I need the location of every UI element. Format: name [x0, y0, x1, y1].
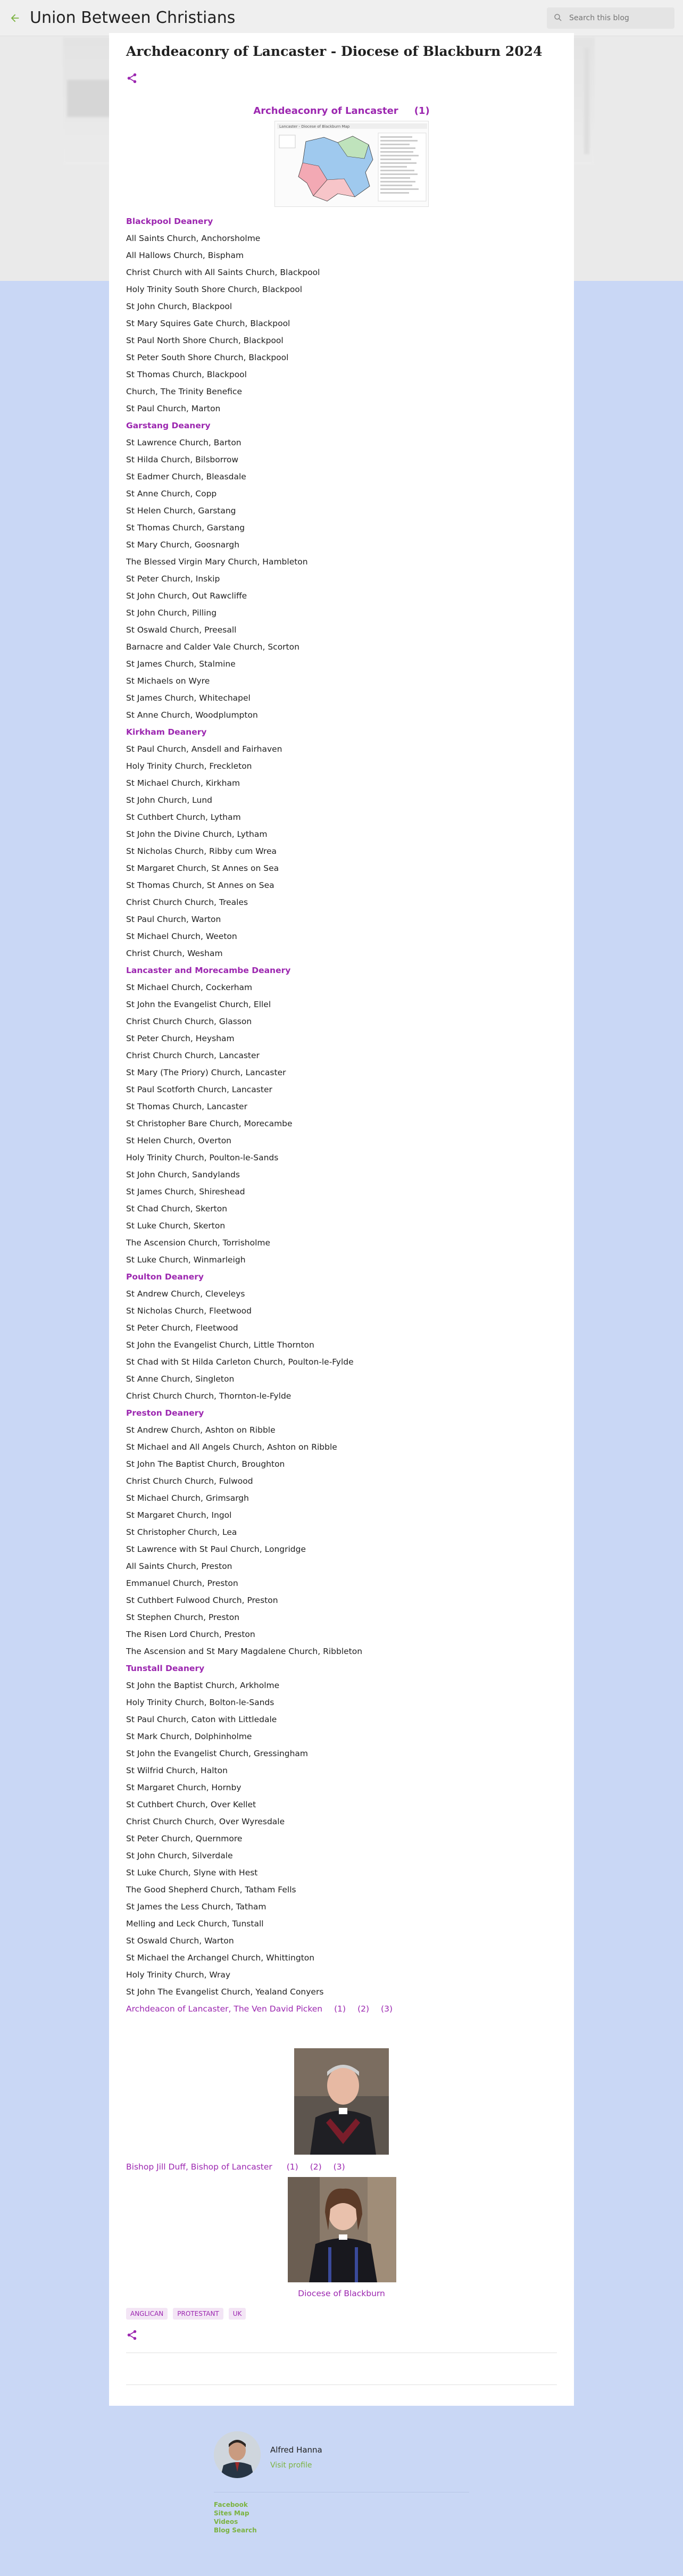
post-labels — [126, 2308, 246, 2320]
deanery-heading: Kirkham Deanery — [126, 727, 207, 737]
church-list-item: St Anne Church, Singleton — [126, 1374, 235, 1384]
profile-name: Alfred Hanna — [270, 2445, 322, 2455]
deanery-heading: Lancaster and Morecambe Deanery — [126, 966, 291, 975]
deanery-heading: Blackpool Deanery — [126, 217, 213, 226]
church-list-item: St John the Evangelist Church, Gressingham — [126, 1749, 309, 1758]
share-icon-bottom[interactable] — [126, 2329, 140, 2343]
church-list-item: St Paul North Shore Church, Blackpool — [126, 336, 284, 345]
bishop-line — [126, 2162, 345, 2172]
church-list-item: St Peter Church, Quernmore — [126, 1834, 243, 1843]
church-list-item: St James Church, Stalmine — [126, 659, 236, 669]
church-list-item: St John Church, Pilling — [126, 608, 217, 618]
church-list-item: St Margaret Church, Hornby — [126, 1783, 241, 1792]
church-list-item: Church, The Trinity Benefice — [126, 387, 242, 396]
archdeacon-photo[interactable] — [294, 2048, 389, 2155]
church-list-item: St Peter Church, Fleetwood — [126, 1323, 238, 1333]
church-list-item: St Christopher Bare Church, Morecambe — [126, 1119, 293, 1128]
church-list-item: St Thomas Church, Lancaster — [126, 1102, 247, 1111]
church-list-item: St Michaels on Wyre — [126, 676, 210, 686]
church-list-item: St Michael the Archangel Church, Whittington — [126, 1953, 315, 1963]
church-list-item: St Michael Church, Weeton — [126, 932, 237, 941]
church-list-item: Holy Trinity South Shore Church, Blackpool — [126, 285, 303, 294]
church-list-item: St Cuthbert Church, Over Kellet — [126, 1800, 256, 1809]
divider — [126, 2384, 557, 2385]
church-list-item: St Lawrence with St Paul Church, Longridge — [126, 1544, 306, 1554]
church-list-item: All Saints Church, Preston — [126, 1561, 232, 1571]
share-icon[interactable] — [126, 72, 140, 86]
church-list-item: Holy Trinity Church, Freckleton — [126, 761, 252, 771]
archdeaconry-link[interactable]: Archdeaconry of Lancaster — [253, 105, 398, 117]
search-box[interactable] — [547, 7, 674, 29]
church-list-item: St Michael Church, Cockerham — [126, 983, 253, 992]
church-list-item: The Risen Lord Church, Preston — [126, 1630, 255, 1639]
deanery-heading: Poulton Deanery — [126, 1272, 204, 1282]
church-list-item: St Anne Church, Woodplumpton — [126, 710, 258, 720]
church-list-item: St Paul Church, Warton — [126, 915, 221, 924]
church-list-item: St Cuthbert Fulwood Church, Preston — [126, 1596, 278, 1605]
church-list-item: St Andrew Church, Cleveleys — [126, 1289, 245, 1299]
church-list-item: St Margaret Church, St Annes on Sea — [126, 863, 279, 873]
blog-title[interactable]: Union Between Christians — [30, 9, 236, 27]
profile-links — [214, 2500, 257, 2535]
church-list-item: St Stephen Church, Preston — [126, 1613, 240, 1622]
deanery-heading: Preston Deanery — [126, 1408, 204, 1418]
search-input[interactable] — [569, 14, 665, 22]
church-list-item: St John Church, Silverdale — [126, 1851, 233, 1860]
church-list-item: St Anne Church, Copp — [126, 489, 217, 498]
back-arrow-icon[interactable] — [0, 0, 30, 36]
church-list-item: St Mark Church, Dolphinholme — [126, 1732, 252, 1741]
archdeacon-link-1[interactable]: (1) — [334, 2004, 346, 2014]
videos-link[interactable]: Videos — [214, 2518, 238, 2525]
church-list-item: The Ascension Church, Torrisholme — [126, 1238, 271, 1248]
church-list-item: St Peter Church, Heysham — [126, 1034, 235, 1043]
church-list-item: St Christopher Church, Lea — [126, 1527, 237, 1537]
church-list-item: The Blessed Virgin Mary Church, Hambleton — [126, 557, 308, 567]
church-list-item: St John the Baptist Church, Arkholme — [126, 1681, 280, 1690]
church-list-item: St Peter Church, Inskip — [126, 574, 220, 584]
church-list-item: St Peter South Shore Church, Blackpool — [126, 353, 289, 362]
church-list-item: St Chad Church, Skerton — [126, 1204, 228, 1214]
church-list-item: Christ Church Church, Over Wyresdale — [126, 1817, 285, 1826]
church-list-item: St Nicholas Church, Ribby cum Wrea — [126, 846, 277, 856]
church-list-item: St James the Less Church, Tatham — [126, 1902, 266, 1912]
deanery-heading: Garstang Deanery — [126, 421, 211, 430]
church-list-item: St Mary (The Priory) Church, Lancaster — [126, 1068, 286, 1077]
church-list-item: All Saints Church, Anchorsholme — [126, 234, 261, 243]
church-list-item: St Margaret Church, Ingol — [126, 1510, 232, 1520]
church-list-item: St Eadmer Church, Bleasdale — [126, 472, 246, 481]
church-list-item: St John the Evangelist Church, Little Thornton — [126, 1340, 314, 1350]
church-list-item: Christ Church Church, Fulwood — [126, 1476, 253, 1486]
church-list-item: St Paul Church, Caton with Littledale — [126, 1715, 277, 1724]
church-list-item: St John The Evangelist Church, Yealand Conyers — [126, 1987, 324, 1997]
blog-search-link[interactable]: Blog Search — [214, 2527, 257, 2534]
church-list-item: St Mary Squires Gate Church, Blackpool — [126, 319, 290, 328]
label-uk[interactable]: UK — [229, 2308, 246, 2320]
bishop-link-2[interactable]: (2) — [310, 2162, 322, 2172]
church-list-item: St John Church, Lund — [126, 795, 213, 805]
church-list-item: St Oswald Church, Preesall — [126, 625, 237, 635]
church-list-item: St Michael Church, Kirkham — [126, 778, 240, 788]
archdeaconry-heading — [109, 105, 574, 117]
visit-profile-link[interactable]: Visit profile — [270, 2461, 312, 2470]
label-protestant[interactable]: PROTESTANT — [173, 2308, 223, 2320]
bishop-link-3[interactable]: (3) — [333, 2162, 345, 2172]
church-list-item: St Helen Church, Garstang — [126, 506, 236, 516]
church-list — [126, 213, 562, 2017]
church-list-item: Holy Trinity Church, Wray — [126, 1970, 231, 1980]
church-list-item: St John Church, Blackpool — [126, 302, 232, 311]
church-list-item: Emmanuel Church, Preston — [126, 1578, 238, 1588]
church-list-item: St Luke Church, Skerton — [126, 1221, 226, 1231]
church-list-item: Christ Church Church, Glasson — [126, 1017, 252, 1026]
archdeaconry-link-1[interactable]: (1) — [414, 105, 430, 117]
church-list-item: St Chad with St Hilda Carleton Church, Poulton-le-Fylde — [126, 1357, 354, 1367]
search-icon[interactable] — [553, 13, 564, 23]
church-list-item: St Paul Scotforth Church, Lancaster — [126, 1085, 272, 1094]
church-list-item: St John the Divine Church, Lytham — [126, 829, 268, 839]
church-list-item: Christ Church with All Saints Church, Blackpool — [126, 268, 320, 277]
church-list-item: St Paul Church, Ansdell and Fairhaven — [126, 744, 282, 754]
facebook-link[interactable]: Facebook — [214, 2501, 248, 2508]
church-list-item: St John the Evangelist Church, Ellel — [126, 1000, 271, 1009]
bishop-link[interactable]: Bishop Jill Duff, Bishop of Lancaster — [126, 2162, 272, 2172]
archdeacon-link-3[interactable]: (3) — [381, 2004, 393, 2014]
church-list-item: St Luke Church, Winmarleigh — [126, 1255, 246, 1265]
church-list-item: St Andrew Church, Ashton on Ribble — [126, 1425, 276, 1435]
church-list-item: St Nicholas Church, Fleetwood — [126, 1306, 252, 1316]
church-list-item: The Good Shepherd Church, Tatham Fells — [126, 1885, 296, 1894]
church-list-item: St James Church, Whitechapel — [126, 693, 251, 703]
church-list-item: Barnacre and Calder Vale Church, Scorton — [126, 642, 299, 652]
church-list-item: The Ascension and St Mary Magdalene Church, Ribbleton — [126, 1647, 363, 1656]
church-list-item: Christ Church Church, Treales — [126, 898, 248, 907]
church-list-item: Christ Church, Wesham — [126, 949, 223, 958]
church-list-item: Christ Church Church, Lancaster — [126, 1051, 260, 1060]
church-list-item: St John Church, Sandylands — [126, 1170, 240, 1179]
church-list-item: St Thomas Church, St Annes on Sea — [126, 880, 274, 890]
deanery-map-image[interactable] — [274, 121, 429, 207]
church-list-item: Holy Trinity Church, Bolton-le-Sands — [126, 1698, 274, 1707]
map-title: Lancaster - Diocese of Blackburn Map — [279, 124, 350, 129]
church-list-item: St Oswald Church, Warton — [126, 1936, 234, 1946]
church-list-item: St John The Baptist Church, Broughton — [126, 1459, 285, 1469]
church-list-item: St Michael and All Angels Church, Ashton on Ribble — [126, 1442, 337, 1452]
church-list-item: St Cuthbert Church, Lytham — [126, 812, 241, 822]
archdeacon-link-2[interactable]: (2) — [357, 2004, 370, 2014]
deanery-heading: Tunstall Deanery — [126, 1664, 205, 1673]
church-list-item: St John Church, Out Rawcliffe — [126, 591, 247, 601]
church-list-item: St Michael Church, Grimsargh — [126, 1493, 249, 1503]
bishop-link-1[interactable]: (1) — [286, 2162, 298, 2172]
church-list-item: Christ Church Church, Thornton-le-Fylde — [126, 1391, 291, 1401]
bishop-photo[interactable] — [288, 2177, 396, 2282]
church-list-item: St Thomas Church, Blackpool — [126, 370, 247, 379]
church-list-item: St Luke Church, Slyne with Hest — [126, 1868, 258, 1877]
sites-map-link[interactable]: Sites Map — [214, 2509, 249, 2517]
post-title: Archdeaconry of Lancaster - Diocese of Blackburn 2024 — [126, 44, 543, 59]
church-list-item: Holy Trinity Church, Poulton-le-Sands — [126, 1153, 279, 1162]
church-list-item: St Paul Church, Marton — [126, 404, 221, 413]
archdeacon-link[interactable]: Archdeacon of Lancaster, The Ven David Picken — [126, 2004, 323, 2014]
diocese-of-blackburn-link[interactable]: Diocese of Blackburn — [298, 2289, 385, 2298]
profile-section — [214, 2431, 469, 2543]
church-list-item: St Thomas Church, Garstang — [126, 523, 245, 533]
church-list-item: St Mary Church, Goosnargh — [126, 540, 240, 550]
church-list-item: Melling and Leck Church, Tunstall — [126, 1919, 264, 1929]
church-list-item: St Wilfrid Church, Halton — [126, 1766, 228, 1775]
church-list-item: All Hallows Church, Bispham — [126, 251, 244, 260]
church-list-item: St Hilda Church, Bilsborrow — [126, 455, 239, 464]
church-list-item: St Lawrence Church, Barton — [126, 438, 241, 447]
label-anglican[interactable]: ANGLICAN — [126, 2308, 168, 2320]
church-list-item: St Helen Church, Overton — [126, 1136, 231, 1145]
church-list-item: St James Church, Shireshead — [126, 1187, 245, 1196]
post-card — [109, 33, 574, 2406]
archdeacon-line — [126, 2000, 562, 2017]
diocese-link — [109, 2289, 574, 2298]
avatar[interactable] — [214, 2431, 261, 2478]
app-bar — [0, 0, 683, 36]
